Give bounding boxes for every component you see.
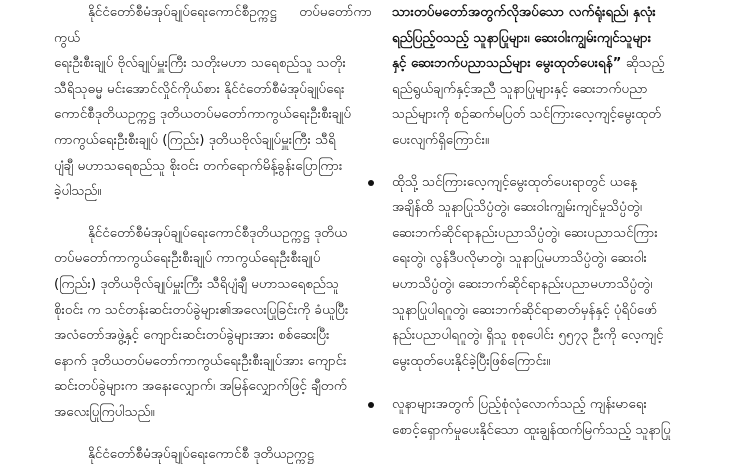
text-line: ဆင်းတပ်ခွဲများက အနေးလျှောက်၊ အမြန်လျှောက်ဖြင့် ချီတက် <box>54 379 347 394</box>
text-line: မဟာသိပ္ပံတွဲ၊ ဆေးဘက်ဆိုင်ရာနည်းပညာမဟာသိပ္ပံတွဲ၊ <box>392 277 652 292</box>
text-line: (ကြည်း) ဒုတိယဗိုလ်ချုပ်မှူးကြီး သီရိပျံချီ မဟာသရေစည်သူ <box>54 277 339 292</box>
text-line: အလေးပြုကြပါသည်။ <box>54 405 155 420</box>
paragraph-continuation <box>54 442 372 467</box>
text-line: နည်းပညာပါရဂူတွဲ၊ ရှိသူ စုစုပေါင်း ၅၅၇၃ ဦးကို လေ့ကျင့် <box>392 328 663 343</box>
text-line: စိုးဝင်း က သင်တန်းဆင်းတပ်ခွဲများ၏အလေးပြုခြင်းကို ခံယူပြီး <box>54 303 348 318</box>
left-column <box>54 0 372 467</box>
text-line: မွေးထုတ်ပေးနိုင်ခဲ့ပြီးဖြစ်ကြောင်း။ <box>392 354 550 369</box>
text-line: အလံတော်အဖွဲ့နှင့် ကျောင်းဆင်းတပ်ခွဲများအား စစ်ဆေးပြီး <box>54 328 330 343</box>
text-line: သီရိသုဓမ္မ မင်းအောင်လှိုင်ကိုယ်စား နိုင်ငံတော်စီမံအုပ်ချုပ်ရေး <box>54 82 345 97</box>
bold-text-line: နှင့် ဆေးဘက်ပညာသည်များ မွေးထုတ်ပေးရန်” <box>392 56 621 71</box>
text-line: ကာကွယ်ရေးဦးစီးချုပ် (ကြည်း) ဒုတိယဗိုလ်ချုပ်မှူးကြီး သီရိ <box>54 133 336 148</box>
bullet-item-patient-care <box>392 392 704 443</box>
text-line: လူနာများအတွက် ပြည့်စုံလုံလောက်သည့် ကျန်းမာရေး <box>392 397 647 412</box>
text-line: ပျံချီ မဟာသရေစည်သူ စိုးဝင်း တက်ရောက်မိန့်ခွန်းပြောကြား <box>54 159 342 174</box>
text-line: နိုင်ငံတော်စီမံအုပ်ချုပ်ရေးကောင်စီဒုတိယဥက္ကဋ္ဌ ဒုတိယ <box>88 226 347 241</box>
text-line: အချိန်ထိ သူနာပြုသိပ္ပံတွဲ၊ ဆေးဝါးကျွမ်းကျင်မှုသိပ္ပံတွဲ၊ <box>392 200 642 215</box>
bold-text-line: သားတပ်မတော်အတွက်လိုအပ်သော လက်ရုံးရည်၊ နှလုံး <box>392 5 656 20</box>
text-line: ပေးလျက်ရှိကြောင်း။ <box>392 133 489 148</box>
text-line: သည်များကို စဉ်ဆက်မပြတ် သင်ကြားလေ့ကျင့်မွေးထုတ် <box>392 107 661 122</box>
text-line: ရည်ရွယ်ချက်နှင့်အညီ သူနာပြုများနှင့် ဆေးဘက်ပညာ <box>392 82 648 97</box>
bold-text-line: ရည်ပြည့်ဝသည့် သူနာပြုများ၊ ဆေးဝါးကျွမ်းကျင်သူများ <box>392 31 651 46</box>
text-line: ဆိုသည့် <box>621 56 664 71</box>
text-line: ထိုသို့ သင်ကြားလေ့ကျင့်မွေးထုတ်ပေးရာတွင် ယနေ့ <box>392 175 637 190</box>
paragraph-objective <box>392 0 704 154</box>
text-line: စောင့်ရှောက်မှုပေးနိုင်သော ထူးချွန်ထက်မြက်သည့် သူနာပြု <box>392 423 671 438</box>
text-line: တပ်မတော်ကာကွယ်ရေးဦးစီးချုပ် ကာကွယ်ရေးဦးစီးချုပ် <box>54 251 320 266</box>
text-line: ဆေးဘက်ဆိုင်ရာနည်းပညာသိပ္ပံတွဲ၊ ဆေးပညာသင်ကြား <box>392 226 658 241</box>
text-line: သူနာပြုပါရဂူတွဲ၊ ဆေးဘက်ဆိုင်ရာဓာတ်မှန်နှင့် ပုံရိပ်ဖော် <box>392 303 657 318</box>
bullet-text <box>392 392 704 443</box>
paragraph-parade-salute <box>54 221 372 426</box>
paragraph-opening-speech <box>54 0 372 205</box>
right-column <box>392 0 704 444</box>
bullet-icon <box>368 402 374 408</box>
text-line: နိုင်ငံတော်စီမံအုပ်ချုပ်ရေးကောင်စီ ဒုတိယဥက္ကဋ္ဌ <box>88 447 314 462</box>
text-line: ရေးတွဲ၊ လွန်ဒီပလိုမာတွဲ၊ သူနာပြုမဟာသိပ္ပံတွဲ၊ ဆေးဝါး <box>392 251 647 266</box>
text-line: နောက် ဒုတိယတပ်မတော်ကာကွယ်ရေးဦးစီးချုပ်အား ကျောင်း <box>54 354 347 369</box>
bullet-icon <box>368 180 374 186</box>
text-line: ခဲ့ပါသည်။ <box>54 184 101 199</box>
bullet-item-graduates <box>392 170 704 375</box>
text-line: နိုင်ငံတော်စီမံအုပ်ချုပ်ရေးကောင်စီဥက္ကဋ္ဌ တပ်မတော်ကာကွယ် <box>54 5 372 46</box>
text-line: ရေးဦးစီးချုပ် ဗိုလ်ချုပ်မှူးကြီး သတိုးမဟာ သရေစည်သူ သတိုး <box>54 56 346 71</box>
text-line: ကောင်စီဒုတိယဥက္ကဋ္ဌ ဒုတိယတပ်မတော်ကာကွယ်ရေးဦးစီးချုပ် <box>54 107 351 122</box>
bullet-text <box>392 170 704 375</box>
